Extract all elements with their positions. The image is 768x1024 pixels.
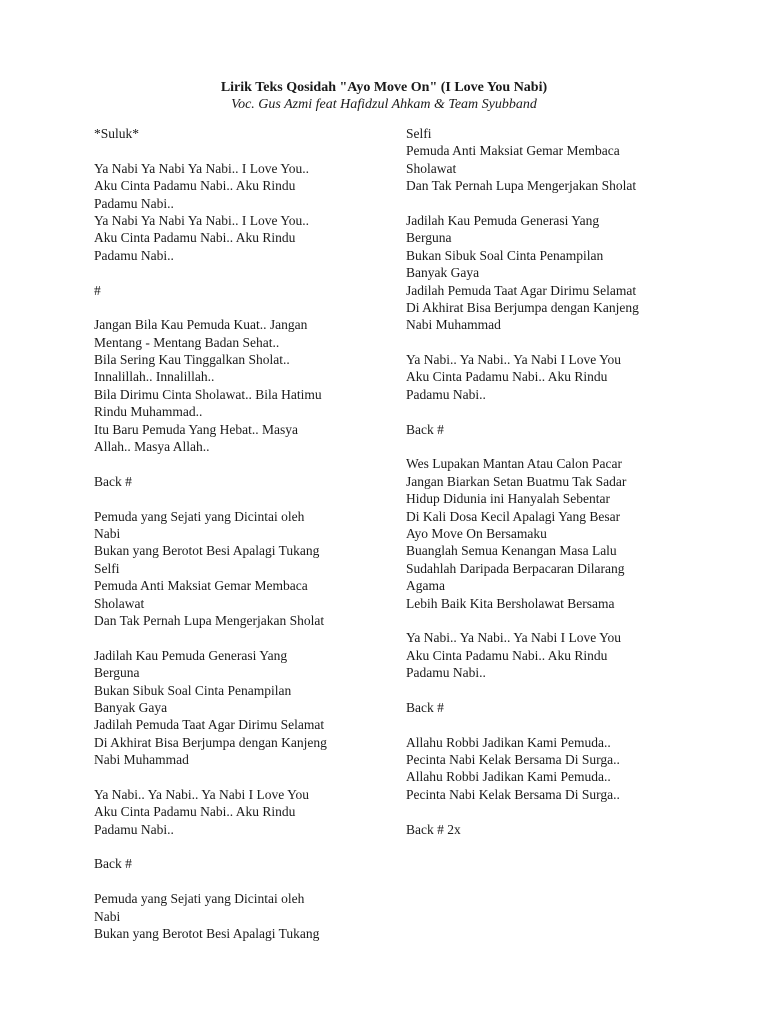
lyric-line: Jadilah Pemuda Taat Agar Dirimu Selamat bbox=[94, 717, 325, 733]
lyric-line: Jangan Bila Kau Pemuda Kuat.. Jangan bbox=[94, 317, 308, 333]
blank-line bbox=[406, 334, 691, 351]
lyric-line: Back # bbox=[406, 699, 444, 715]
lyric-line: Back # bbox=[94, 856, 132, 872]
blank-line bbox=[94, 264, 374, 281]
lyric-line: Pemuda yang Sejati yang Dicintai oleh bbox=[94, 891, 305, 907]
lyric-line: Nabi bbox=[94, 525, 121, 541]
lyric-line: Jadilah Pemuda Taat Agar Dirimu Selamat bbox=[406, 282, 637, 298]
lyric-line: Padamu Nabi.. bbox=[94, 195, 174, 211]
lyric-line: Sudahlah Daripada Berpacaran Dilarang bbox=[406, 560, 625, 576]
lyric-line: Jadilah Kau Pemuda Generasi Yang bbox=[406, 212, 600, 228]
lyric-line: Aku Cinta Padamu Nabi.. Aku Rindu bbox=[94, 178, 296, 194]
lyric-line: Padamu Nabi.. bbox=[94, 247, 174, 263]
lyric-line: Selfi bbox=[406, 126, 432, 141]
lyric-line: Jadilah Kau Pemuda Generasi Yang bbox=[94, 647, 288, 663]
lyric-line: Pemuda Anti Maksiat Gemar Membaca bbox=[406, 143, 620, 159]
blank-line bbox=[406, 403, 691, 420]
lyric-line: Bila Sering Kau Tinggalkan Sholat.. bbox=[94, 352, 290, 368]
lyric-line: Mentang - Mentang Badan Sehat.. bbox=[94, 334, 280, 350]
lyric-line: Banyak Gaya bbox=[94, 699, 168, 715]
lyric-line: Allahu Robbi Jadikan Kami Pemuda.. bbox=[406, 734, 611, 750]
lyric-line: Nabi bbox=[94, 908, 121, 924]
lyric-line: Wes Lupakan Mantan Atau Calon Pacar bbox=[406, 456, 622, 472]
blank-line bbox=[94, 838, 374, 855]
blank-line bbox=[406, 612, 691, 629]
lyric-line: Selfi bbox=[94, 560, 120, 576]
lyric-line: Bukan Sibuk Soal Cinta Penampilan bbox=[94, 682, 292, 698]
lyric-line: Aku Cinta Padamu Nabi.. Aku Rindu bbox=[94, 230, 296, 246]
document-subtitle: Voc. Gus Azmi feat Hafidzul Ahkam & Team Syubband bbox=[231, 97, 537, 112]
lyric-line: Pecinta Nabi Kelak Bersama Di Surga.. bbox=[406, 786, 620, 802]
lyric-line: Padamu Nabi.. bbox=[406, 665, 486, 681]
lyric-line: Agama bbox=[406, 578, 445, 594]
lyric-line: Ya Nabi.. Ya Nabi.. Ya Nabi I Love You bbox=[406, 630, 622, 646]
blank-line bbox=[94, 142, 374, 159]
lyric-line: Innalillah.. Innalillah.. bbox=[94, 369, 215, 385]
lyric-line: Back # 2x bbox=[406, 821, 461, 837]
blank-line bbox=[406, 803, 691, 820]
blank-line bbox=[406, 716, 691, 733]
lyrics-left-column bbox=[94, 125, 374, 942]
blank-line bbox=[94, 768, 374, 785]
lyric-line: Banyak Gaya bbox=[406, 265, 480, 281]
lyric-line: Allahu Robbi Jadikan Kami Pemuda.. bbox=[406, 769, 611, 785]
lyric-line: Berguna bbox=[406, 230, 452, 246]
lyric-line: Berguna bbox=[94, 665, 140, 681]
lyric-line: Bukan Sibuk Soal Cinta Penampilan bbox=[406, 247, 604, 263]
lyric-line: # bbox=[94, 282, 101, 298]
blank-line bbox=[94, 873, 374, 890]
lyric-line: Ya Nabi.. Ya Nabi.. Ya Nabi I Love You bbox=[94, 786, 310, 802]
blank-line bbox=[406, 438, 691, 455]
lyric-line: Di Akhirat Bisa Berjumpa dengan Kanjeng bbox=[406, 299, 639, 315]
lyric-line: Back # bbox=[94, 473, 132, 489]
lyric-line: Buanglah Semua Kenangan Masa Lalu bbox=[406, 543, 617, 559]
blank-line bbox=[406, 195, 691, 212]
document-title: Lirik Teks Qosidah "Ayo Move On" (I Love You Nabi) bbox=[220, 80, 548, 95]
lyric-line: Dan Tak Pernah Lupa Mengerjakan Sholat bbox=[94, 612, 325, 628]
lyric-line: Lebih Baik Kita Bersholawat Bersama bbox=[406, 595, 615, 611]
lyric-line: Ayo Move On Bersamaku bbox=[406, 525, 547, 541]
blank-line bbox=[94, 629, 374, 646]
lyric-line: Di Kali Dosa Kecil Apalagi Yang Besar bbox=[406, 508, 621, 524]
lyric-line: Bukan yang Berotot Besi Apalagi Tukang bbox=[94, 925, 320, 941]
lyric-line: Sholawat bbox=[94, 595, 145, 611]
blank-line bbox=[94, 490, 374, 507]
lyric-line: Ya Nabi.. Ya Nabi.. Ya Nabi I Love You bbox=[406, 352, 622, 368]
lyric-line: Hidup Didunia ini Hanyalah Sebentar bbox=[406, 491, 610, 507]
lyric-line: Pemuda yang Sejati yang Dicintai oleh bbox=[94, 508, 305, 524]
blank-line bbox=[406, 682, 691, 699]
lyric-line: Padamu Nabi.. bbox=[406, 386, 486, 402]
lyric-line: Bukan yang Berotot Besi Apalagi Tukang bbox=[94, 543, 320, 559]
lyric-line: Padamu Nabi.. bbox=[94, 821, 174, 837]
lyric-line: Bila Dirimu Cinta Sholawat.. Bila Hatimu bbox=[94, 386, 322, 402]
blank-line bbox=[94, 455, 374, 472]
lyric-line: Pecinta Nabi Kelak Bersama Di Surga.. bbox=[406, 752, 620, 768]
blank-line bbox=[94, 299, 374, 316]
lyric-line: Rindu Muhammad.. bbox=[94, 404, 203, 420]
lyric-line: Itu Baru Pemuda Yang Hebat.. Masya bbox=[94, 421, 298, 437]
lyric-line: Ya Nabi Ya Nabi Ya Nabi.. I Love You.. bbox=[94, 160, 310, 176]
lyric-line: Aku Cinta Padamu Nabi.. Aku Rindu bbox=[406, 369, 608, 385]
lyric-line: Sholawat bbox=[406, 160, 457, 176]
lyric-line: Back # bbox=[406, 421, 444, 437]
lyric-line: Nabi Muhammad bbox=[94, 752, 189, 768]
lyric-line: Jangan Biarkan Setan Buatmu Tak Sadar bbox=[406, 473, 627, 489]
lyric-line: Aku Cinta Padamu Nabi.. Aku Rindu bbox=[406, 647, 608, 663]
lyric-line: Ya Nabi Ya Nabi Ya Nabi.. I Love You.. bbox=[94, 212, 310, 228]
lyric-line: Aku Cinta Padamu Nabi.. Aku Rindu bbox=[94, 804, 296, 820]
lyric-line: Allah.. Masya Allah.. bbox=[94, 439, 210, 455]
lyric-line: Dan Tak Pernah Lupa Mengerjakan Sholat bbox=[406, 178, 637, 194]
lyric-line: Pemuda Anti Maksiat Gemar Membaca bbox=[94, 578, 308, 594]
lyric-line: Nabi Muhammad bbox=[406, 317, 501, 333]
document-header bbox=[0, 79, 768, 113]
lyrics-right-column bbox=[406, 125, 691, 838]
lyric-line: *Suluk* bbox=[94, 126, 140, 141]
lyric-line: Di Akhirat Bisa Berjumpa dengan Kanjeng bbox=[94, 734, 327, 750]
